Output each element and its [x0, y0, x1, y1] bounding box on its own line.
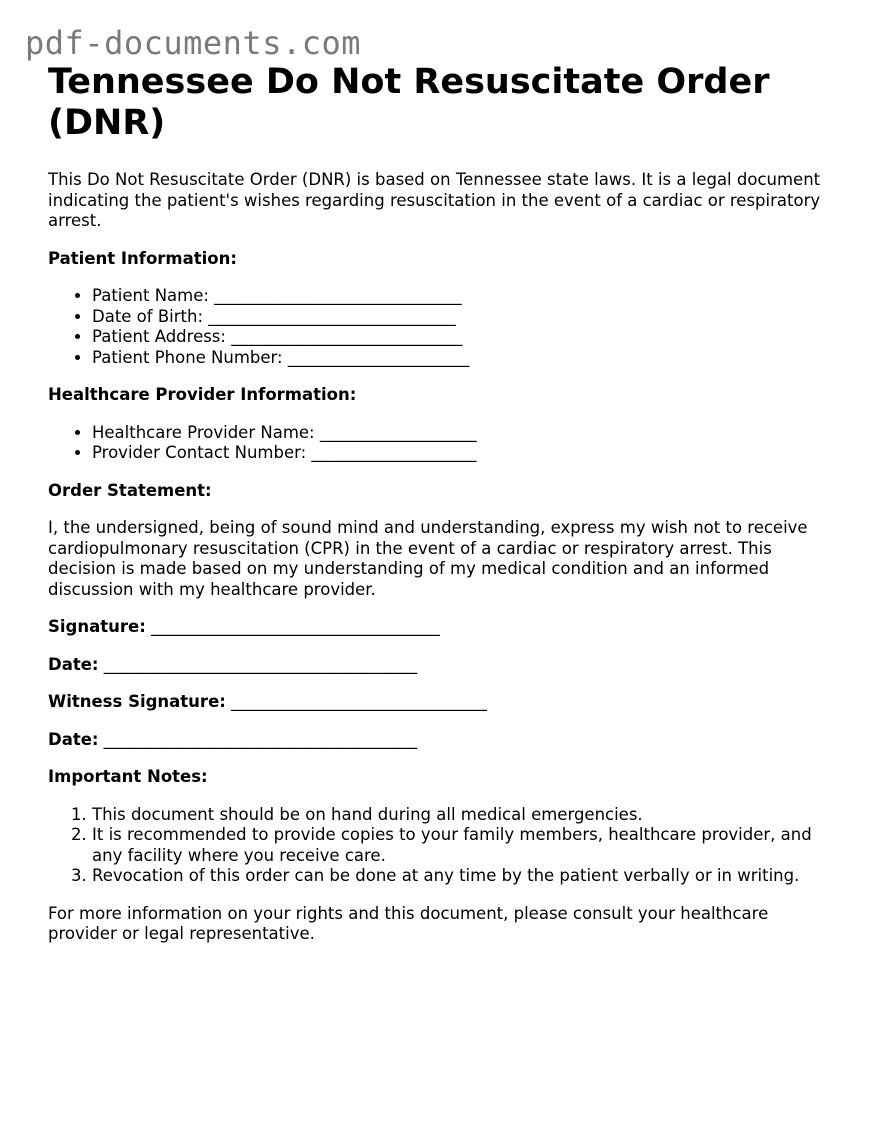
- order-statement-text: I, the undersigned, being of sound mind and understanding, express my wish not to receive cardiopulmonary resuscitation (CPR) in the event of a cardiac or respiratory arrest. This decision is made based on my understanding of my medical condition and an informed discussion with my healthcare provider.: [48, 518, 808, 599]
- date-of-birth-field: • Date of Birth: ______________________________: [92, 307, 838, 328]
- important-notes-heading: Important Notes:: [48, 767, 208, 786]
- note-item: 2. It is recommended to provide copies to your family members, healthcare provider, and any facility where you receive care.: [92, 825, 838, 866]
- date-field: [48, 655, 838, 676]
- signature-field: [48, 617, 838, 638]
- note-item: 1. This document should be on hand during all medical emergencies.: [92, 805, 838, 826]
- signature-label: Signature:: [48, 617, 146, 636]
- patient-address-field: • Patient Address: ____________________________: [92, 327, 838, 348]
- order-statement-heading: Order Statement:: [48, 480, 212, 500]
- intro-paragraph: This Do Not Resuscitate Order (DNR) is based on Tennessee state laws. It is a legal document indicating the patient's wishes regarding resuscitation in the event of a cardiac or respiratory arrest.: [48, 170, 821, 230]
- witness-signature-label: Witness Signature:: [48, 692, 226, 711]
- provider-name-field: • Healthcare Provider Name: ___________________: [92, 423, 838, 444]
- witness-date-line: ______________________________________: [103, 729, 418, 749]
- date-label: Date:: [48, 654, 99, 674]
- document-title: Tennessee Do Not Resuscitate Order (DNR): [48, 62, 770, 143]
- provider-info-heading: Healthcare Provider Information:: [48, 385, 357, 404]
- signature-line: ___________________________________: [151, 617, 440, 636]
- witness-date-field: [48, 730, 838, 751]
- witness-signature-field: [48, 692, 838, 713]
- note-item: 3. Revocation of this order can be done at any time by the patient verbally or in writing.: [92, 866, 838, 887]
- patient-phone-field: • Patient Phone Number: ______________________: [92, 348, 838, 369]
- document-page: [48, 62, 838, 945]
- patient-name-field: • Patient Name: ______________________________: [92, 286, 838, 307]
- witness-signature-line: _______________________________: [231, 692, 487, 711]
- footer-paragraph: For more information on your rights and this document, please consult your healthcare provider or legal representative.: [48, 903, 769, 943]
- provider-info-list: [48, 423, 838, 464]
- witness-date-label: Date:: [48, 729, 99, 749]
- watermark: pdf-documents.com: [25, 24, 362, 62]
- important-notes-list: [48, 805, 838, 887]
- date-line: ______________________________________: [103, 654, 418, 674]
- patient-info-heading: Patient Information:: [48, 248, 237, 268]
- provider-contact-field: • Provider Contact Number: ____________________: [92, 443, 838, 464]
- patient-info-list: [48, 286, 838, 368]
